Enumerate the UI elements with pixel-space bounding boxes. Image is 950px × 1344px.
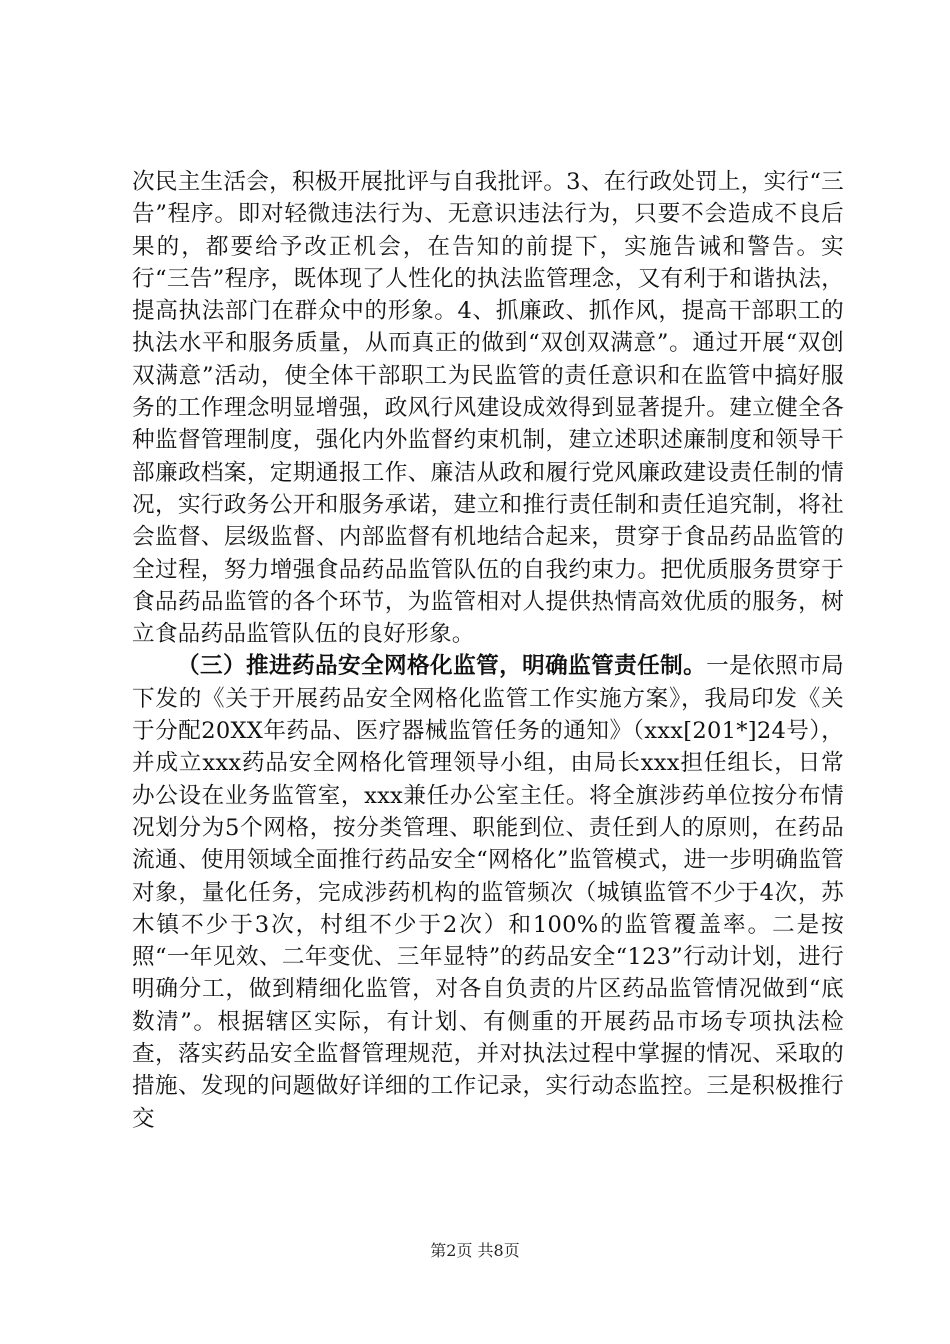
section-heading: （三）推进药品安全网格化监管，明确监管责任制。 [177, 653, 707, 680]
document-body [132, 166, 844, 1135]
paragraph-continuation: 次民主生活会，积极开展批评与自我批评。3、在行政处罚上，实行“三告”程序。即对轻微违法行为、无意识违法行为，只要不会造成不良后果的，都要给予改正机会，在告知的前提下，实施告诫和警告。实行“三告”程序，既体现了人性化的执法监管理念，又有利于和谐执法，提高执法部门在群众中的形象。4、抓廉政、抓作风，提高干部职工的执法水平和服务质量，从而真正的做到“双创双满意”。通过开展“双创双满意”活动，使全体干部职工为民监管的责任意识和在监管中搞好服务的工作理念明显增强，政风行风建设成效得到显著提升。建立健全各种监督管理制度，强化内外监督约束机制，建立述职述廉制度和领导干部廉政档案，定期通报工作、廉洁从政和履行党风廉政建设责任制的情况，实行政务公开和服务承诺，建立和推行责任制和责任追究制，将社会监督、层级监督、内部监督有机地结合起来，贯穿于食品药品监管的全过程，努力增强食品药品监管队伍的自我约束力。把优质服务贯穿于食品药品监管的各个环节，为监管相对人提供热情高效优质的服务，树立食品药品监管队伍的良好形象。 [132, 169, 844, 648]
page-number-footer: 第2页 共8页 [430, 1241, 520, 1260]
paragraph-section-three [132, 650, 844, 1134]
section-body-text: 一是依照市局下发的《关于开展药品安全网格化监管工作实施方案》，我局印发《关于分配20XX年药品、医疗器械监管任务的通知》（xxx[201*]24号），并成立xxx药品安全网格化管理领导小组，由局长xxx担任组长，日常办公设在业务监管室，xxx兼任办公室主任。将全旗涉药单位按分布情况划分为5个网格，按分类管理、职能到位、责任到人的原则，在药品流通、使用领域全面推行药品安全“网格化”监管模式，进一步明确监管对象，量化任务，完成涉药机构的监管频次（城镇监管不少于4次，苏木镇不少于3次，村组不少于2次）和100%的监管覆盖率。二是按照“一年见效、二年变优、三年显特”的药品安全“123”行动计划，进行明确分工，做到精细化监管，对各自负责的片区药品监管情况做到“底数清”。根据辖区实际，有计划、有侧重的开展药品市场专项执法检查，落实药品安全监督管理规范，并对执法过程中掌握的情况、采取的措施、发现的问题做好详细的工作记录，实行动态监控。三是积极推行交 [132, 653, 845, 1132]
